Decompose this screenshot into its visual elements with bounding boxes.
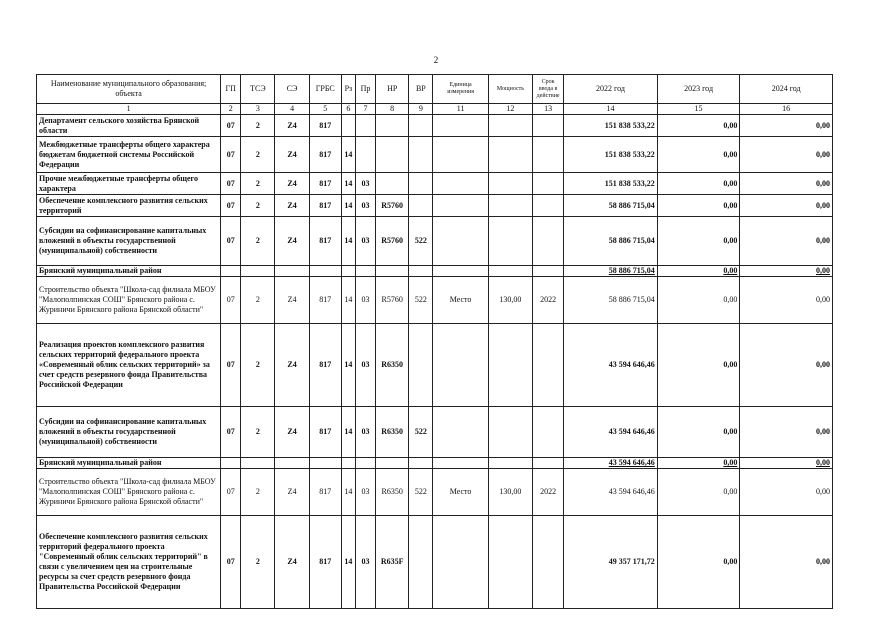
col-number: 7 <box>355 104 375 115</box>
table-row <box>37 195 833 217</box>
cell-gp: 07 <box>221 173 241 195</box>
cell-rz: 14 <box>341 173 355 195</box>
cell-se: Z4 <box>275 115 309 137</box>
cell-pr: 03 <box>355 277 375 324</box>
cell-capacity <box>488 407 532 458</box>
header-pr: Пр <box>355 75 375 104</box>
cell-capacity <box>488 324 532 407</box>
cell-commissioning <box>533 516 564 609</box>
cell-vr <box>409 173 433 195</box>
cell-amount-2022: 43 594 646,46 <box>564 324 658 407</box>
cell-commissioning <box>533 195 564 217</box>
cell-rz <box>341 266 355 277</box>
cell-se: Z4 <box>275 516 309 609</box>
col-number: 4 <box>275 104 309 115</box>
cell-nr: R5760 <box>376 195 409 217</box>
cell-amount-2024: 0,00 <box>740 324 833 407</box>
cell-rz: 14 <box>341 277 355 324</box>
cell-pr <box>355 266 375 277</box>
cell-se: Z4 <box>275 277 309 324</box>
cell-rz: 14 <box>341 137 355 173</box>
table-row <box>37 137 833 173</box>
cell-pr: 03 <box>355 217 375 266</box>
cell-object-name: Межбюджетные трансферты общего характера бюджетам бюджетной системы Российской Федерации <box>37 137 221 173</box>
header-gp: ГП <box>221 75 241 104</box>
cell-vr: 522 <box>409 277 433 324</box>
col-number: 13 <box>533 104 564 115</box>
cell-capacity <box>488 173 532 195</box>
col-number: 9 <box>409 104 433 115</box>
table-row <box>37 458 833 469</box>
col-number: 2 <box>221 104 241 115</box>
table-row <box>37 115 833 137</box>
cell-pr: 03 <box>355 469 375 516</box>
cell-vr <box>409 516 433 609</box>
cell-commissioning <box>533 115 564 137</box>
cell-amount-2022: 58 886 715,04 <box>564 277 658 324</box>
cell-gp: 07 <box>221 277 241 324</box>
cell-amount-2024: 0,00 <box>740 137 833 173</box>
cell-tse: 2 <box>241 137 275 173</box>
cell-grbs: 817 <box>309 407 341 458</box>
table-body <box>37 115 833 609</box>
cell-grbs: 817 <box>309 115 341 137</box>
cell-unit <box>433 195 488 217</box>
cell-capacity <box>488 266 532 277</box>
cell-gp: 07 <box>221 324 241 407</box>
cell-amount-2023: 0,00 <box>657 277 740 324</box>
cell-se: Z4 <box>275 407 309 458</box>
cell-unit <box>433 324 488 407</box>
cell-rz: 14 <box>341 407 355 458</box>
cell-grbs: 817 <box>309 469 341 516</box>
cell-amount-2022: 43 594 646,46 <box>564 469 658 516</box>
cell-nr <box>376 173 409 195</box>
page-number: 2 <box>433 55 439 65</box>
cell-amount-2022: 43 594 646,46 <box>564 407 658 458</box>
cell-tse: 2 <box>241 516 275 609</box>
cell-pr: 03 <box>355 407 375 458</box>
cell-amount-2022: 58 886 715,04 <box>564 217 658 266</box>
cell-object-name: Прочие межбюджетные трансферты общего характера <box>37 173 221 195</box>
header-vr: ВР <box>409 75 433 104</box>
cell-amount-2024: 0,00 <box>740 195 833 217</box>
cell-tse: 2 <box>241 407 275 458</box>
cell-amount-2024: 0,00 <box>740 173 833 195</box>
table-row <box>37 277 833 324</box>
cell-rz: 14 <box>341 469 355 516</box>
cell-vr <box>409 115 433 137</box>
cell-nr: R6350 <box>376 324 409 407</box>
cell-pr: 03 <box>355 324 375 407</box>
cell-capacity <box>488 137 532 173</box>
cell-amount-2023: 0,00 <box>657 407 740 458</box>
cell-gp: 07 <box>221 516 241 609</box>
table-row <box>37 324 833 407</box>
cell-amount-2023: 0,00 <box>657 469 740 516</box>
cell-capacity <box>488 115 532 137</box>
cell-nr: R6350 <box>376 407 409 458</box>
cell-unit <box>433 217 488 266</box>
cell-nr: R5760 <box>376 277 409 324</box>
cell-object-name: Реализация проектов комплексного развития сельских территорий федерального проекта «Современный облик сельских территорий» за счет средств резервного фонда Правительства Российской Федерации <box>37 324 221 407</box>
col-number: 15 <box>657 104 740 115</box>
header-capacity: Мощность <box>488 75 532 104</box>
cell-pr <box>355 137 375 173</box>
cell-grbs: 817 <box>309 516 341 609</box>
cell-vr <box>409 195 433 217</box>
cell-se: Z4 <box>275 195 309 217</box>
cell-commissioning <box>533 217 564 266</box>
cell-amount-2024: 0,00 <box>740 115 833 137</box>
cell-object-name: Строительство объекта "Школа-сад филиала МБОУ "Малополпинская СОШ" Брянского района с. Журиничи Брянского района Брянской области" <box>37 277 221 324</box>
table-row <box>37 217 833 266</box>
cell-amount-2023: 0,00 <box>657 266 740 277</box>
cell-tse: 2 <box>241 324 275 407</box>
cell-nr <box>376 115 409 137</box>
header-nr: НР <box>376 75 409 104</box>
cell-commissioning: 2022 <box>533 277 564 324</box>
cell-capacity <box>488 458 532 469</box>
cell-unit: Место <box>433 277 488 324</box>
cell-tse <box>241 266 275 277</box>
cell-amount-2024: 0,00 <box>740 407 833 458</box>
cell-commissioning <box>533 137 564 173</box>
cell-amount-2024: 0,00 <box>740 266 833 277</box>
cell-gp: 07 <box>221 407 241 458</box>
cell-vr: 522 <box>409 407 433 458</box>
cell-gp: 07 <box>221 195 241 217</box>
cell-pr: 03 <box>355 173 375 195</box>
cell-tse: 2 <box>241 195 275 217</box>
cell-grbs <box>309 266 341 277</box>
cell-amount-2023: 0,00 <box>657 217 740 266</box>
cell-se: Z4 <box>275 324 309 407</box>
table-row <box>37 173 833 195</box>
cell-object-name: Брянский муниципальный район <box>37 266 221 277</box>
cell-grbs: 817 <box>309 217 341 266</box>
cell-pr <box>355 458 375 469</box>
cell-commissioning <box>533 173 564 195</box>
cell-unit <box>433 407 488 458</box>
cell-capacity: 130,00 <box>488 469 532 516</box>
cell-tse <box>241 458 275 469</box>
col-number: 14 <box>564 104 658 115</box>
cell-commissioning <box>533 458 564 469</box>
cell-pr: 03 <box>355 195 375 217</box>
cell-vr <box>409 324 433 407</box>
cell-gp: 07 <box>221 137 241 173</box>
cell-unit <box>433 266 488 277</box>
table-row <box>37 516 833 609</box>
header-2023: 2023 год <box>657 75 740 104</box>
cell-amount-2024: 0,00 <box>740 217 833 266</box>
cell-se <box>275 458 309 469</box>
cell-rz: 14 <box>341 324 355 407</box>
cell-object-name: Департамент сельского хозяйства Брянской области <box>37 115 221 137</box>
cell-unit <box>433 115 488 137</box>
cell-rz: 14 <box>341 516 355 609</box>
cell-amount-2023: 0,00 <box>657 195 740 217</box>
cell-amount-2023: 0,00 <box>657 173 740 195</box>
cell-tse: 2 <box>241 217 275 266</box>
cell-unit <box>433 516 488 609</box>
col-number: 1 <box>37 104 221 115</box>
cell-object-name: Брянский муниципальный район <box>37 458 221 469</box>
cell-nr <box>376 458 409 469</box>
cell-pr <box>355 115 375 137</box>
col-number: 3 <box>241 104 275 115</box>
cell-unit <box>433 458 488 469</box>
cell-object-name: Обеспечение комплексного развития сельских территорий <box>37 195 221 217</box>
cell-gp: 07 <box>221 115 241 137</box>
cell-commissioning <box>533 407 564 458</box>
cell-rz <box>341 115 355 137</box>
cell-tse: 2 <box>241 277 275 324</box>
cell-se: Z4 <box>275 137 309 173</box>
col-number: 12 <box>488 104 532 115</box>
header-name: Наименование муниципального образования; объекта <box>37 75 221 104</box>
cell-nr: R5760 <box>376 217 409 266</box>
cell-vr <box>409 266 433 277</box>
cell-amount-2022: 58 886 715,04 <box>564 266 658 277</box>
header-tse: ТСЭ <box>241 75 275 104</box>
cell-capacity <box>488 516 532 609</box>
cell-object-name: Субсидии на софинансирование капитальных вложений в объекты государственной (муниципальной) собственности <box>37 217 221 266</box>
cell-amount-2023: 0,00 <box>657 458 740 469</box>
cell-amount-2022: 49 357 171,72 <box>564 516 658 609</box>
header-row <box>37 75 833 104</box>
cell-amount-2022: 151 838 533,22 <box>564 173 658 195</box>
cell-commissioning: 2022 <box>533 469 564 516</box>
cell-se: Z4 <box>275 469 309 516</box>
cell-nr: R635F <box>376 516 409 609</box>
cell-nr <box>376 137 409 173</box>
cell-gp: 07 <box>221 469 241 516</box>
cell-amount-2023: 0,00 <box>657 516 740 609</box>
cell-capacity <box>488 195 532 217</box>
cell-grbs: 817 <box>309 137 341 173</box>
budget-table <box>36 74 833 609</box>
col-number: 5 <box>309 104 341 115</box>
cell-nr <box>376 266 409 277</box>
col-number: 8 <box>376 104 409 115</box>
cell-unit <box>433 173 488 195</box>
header-2022: 2022 год <box>564 75 658 104</box>
cell-capacity <box>488 217 532 266</box>
cell-se: Z4 <box>275 173 309 195</box>
cell-amount-2024: 0,00 <box>740 277 833 324</box>
cell-rz <box>341 458 355 469</box>
cell-tse: 2 <box>241 173 275 195</box>
cell-amount-2024: 0,00 <box>740 458 833 469</box>
cell-object-name: Строительство объекта "Школа-сад филиала МБОУ "Малополпинская СОШ" Брянского района с. Журиничи Брянского района Брянской области" <box>37 469 221 516</box>
cell-rz: 14 <box>341 217 355 266</box>
cell-amount-2022: 43 594 646,46 <box>564 458 658 469</box>
header-commissioning: Срок ввода в действие <box>533 75 564 104</box>
cell-capacity: 130,00 <box>488 277 532 324</box>
cell-pr: 03 <box>355 516 375 609</box>
header-rz: Рз <box>341 75 355 104</box>
cell-amount-2022: 151 838 533,22 <box>564 137 658 173</box>
col-number: 16 <box>740 104 833 115</box>
cell-vr: 522 <box>409 469 433 516</box>
cell-amount-2023: 0,00 <box>657 324 740 407</box>
cell-se <box>275 266 309 277</box>
table-row <box>37 266 833 277</box>
header-2024: 2024 год <box>740 75 833 104</box>
cell-amount-2022: 58 886 715,04 <box>564 195 658 217</box>
cell-tse: 2 <box>241 469 275 516</box>
header-se: СЭ <box>275 75 309 104</box>
cell-unit <box>433 137 488 173</box>
cell-gp <box>221 458 241 469</box>
cell-vr <box>409 458 433 469</box>
cell-amount-2023: 0,00 <box>657 137 740 173</box>
cell-amount-2022: 151 838 533,22 <box>564 115 658 137</box>
cell-amount-2024: 0,00 <box>740 469 833 516</box>
cell-commissioning <box>533 324 564 407</box>
cell-tse: 2 <box>241 115 275 137</box>
cell-grbs: 817 <box>309 277 341 324</box>
cell-unit: Место <box>433 469 488 516</box>
cell-grbs: 817 <box>309 195 341 217</box>
cell-nr: R6350 <box>376 469 409 516</box>
cell-gp: 07 <box>221 217 241 266</box>
cell-object-name: Субсидии на софинансирование капитальных вложений в объекты государственной (муниципальной) собственности <box>37 407 221 458</box>
header-grbs: ГРБС <box>309 75 341 104</box>
col-number: 11 <box>433 104 488 115</box>
cell-grbs: 817 <box>309 324 341 407</box>
table-row <box>37 407 833 458</box>
cell-gp <box>221 266 241 277</box>
cell-commissioning <box>533 266 564 277</box>
cell-grbs: 817 <box>309 173 341 195</box>
cell-rz: 14 <box>341 195 355 217</box>
cell-amount-2023: 0,00 <box>657 115 740 137</box>
cell-se: Z4 <box>275 217 309 266</box>
cell-amount-2024: 0,00 <box>740 516 833 609</box>
col-number: 6 <box>341 104 355 115</box>
cell-grbs <box>309 458 341 469</box>
cell-object-name: Обеспечение комплексного развития сельских территорий федерального проекта "Современный облик сельских территорий" в связи с увеличением цен на строительные ресурсы за счет средств резервного фонда Правительства Российской Федерации <box>37 516 221 609</box>
column-number-row <box>37 104 833 115</box>
header-unit: Единица измерения <box>433 75 488 104</box>
cell-vr: 522 <box>409 217 433 266</box>
cell-vr <box>409 137 433 173</box>
table-row <box>37 469 833 516</box>
